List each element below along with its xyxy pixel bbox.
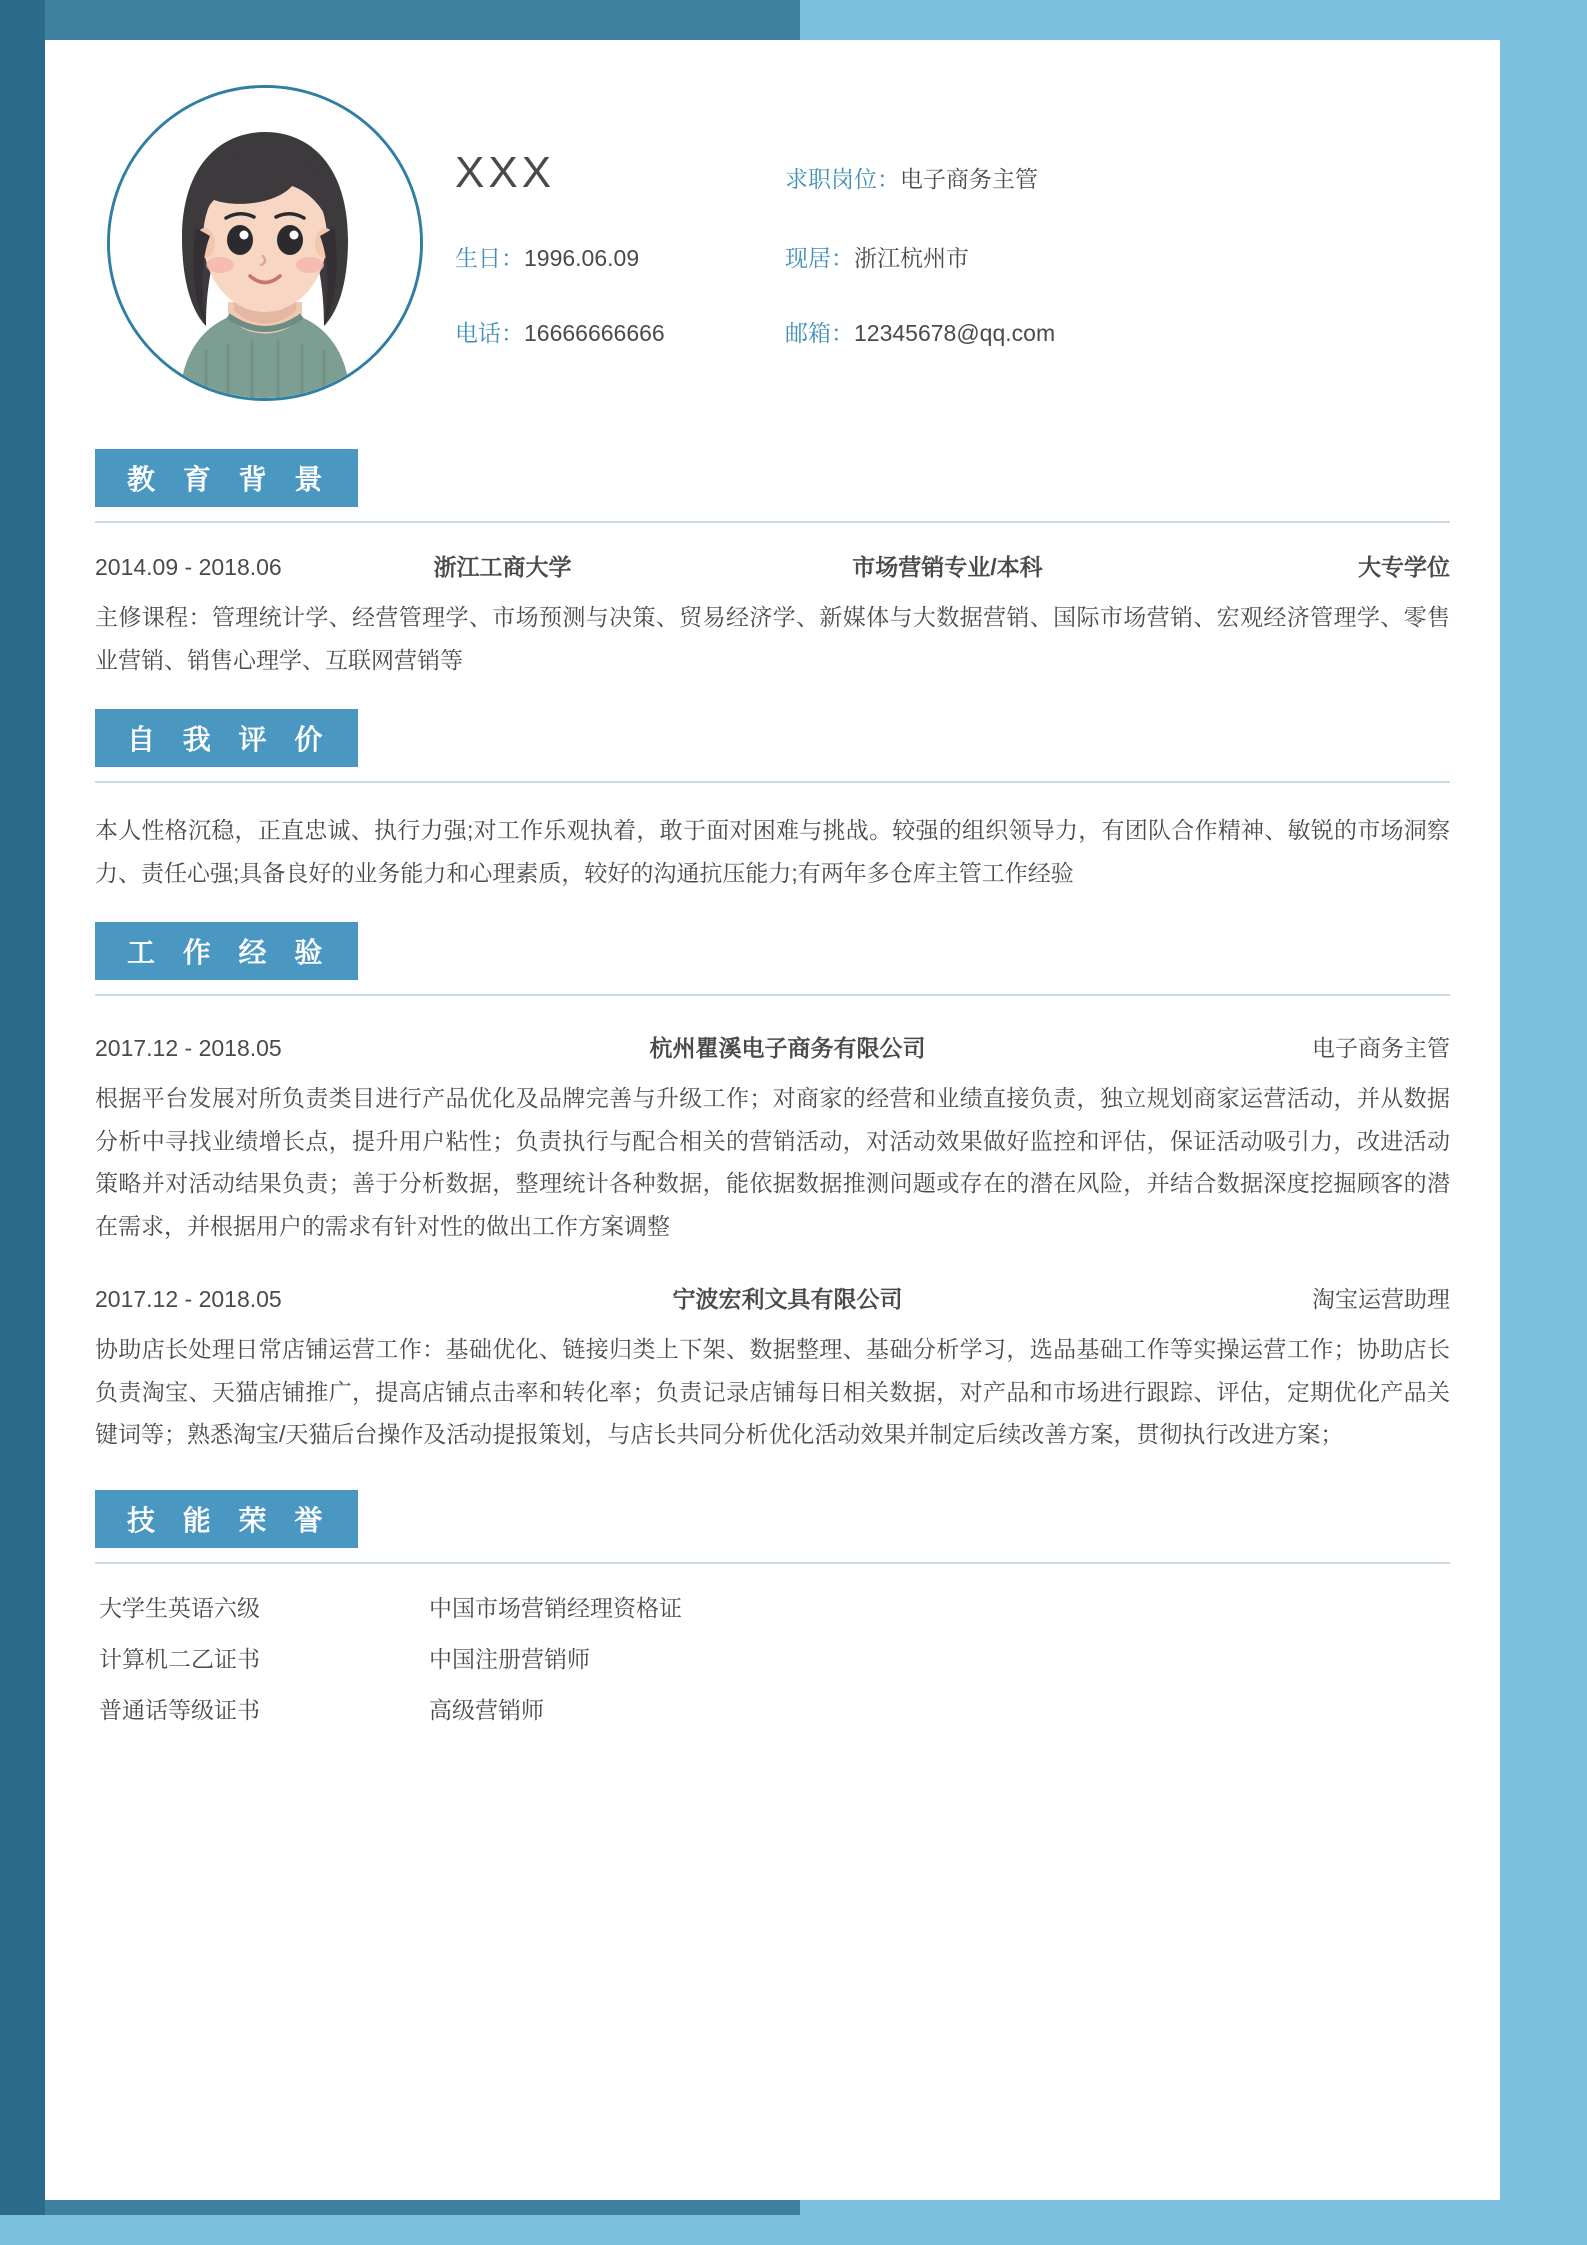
section-title-self-evaluation: 自 我 评 价 [95, 709, 358, 767]
work-description: 根据平台发展对所负责类目进行产品优化及品牌完善与升级工作；对商家的经营和业绩直接负责，独立规划商家运营活动，并从数据分析中寻找业绩增长点，提升用户粘性；负责执行与配合相关的营销活动，对活动效果做好监控和评估，保证活动吸引力，改进活动策略并对活动结果负责；善于分析数据，整理统计各种数据，能依据数据推测问题或存在的潜在风险，并结合数据深度挖掘顾客的潜在需求，并根据用户的需求有针对性的做出工作方案调整 [95, 1085, 1450, 1239]
divider-work [95, 994, 1450, 996]
divider-education [95, 521, 1450, 523]
email-label: 邮箱： [785, 320, 854, 346]
work-date: 2017.12 - 2018.05 [95, 1035, 282, 1062]
work-job-title: 淘宝运营助理 [1312, 1286, 1450, 1313]
work-company: 宁波宏利文具有限公司 [672, 1286, 903, 1313]
education-courses: 主修课程：管理统计学、经营管理学、市场预测与决策、贸易经济学、新媒体与大数据营销、国际市场营销、宏观经济管理学、零售业营销、销售心理学、互联网营销等 [95, 604, 1450, 673]
section-title-skills: 技 能 荣 誉 [95, 1490, 358, 1548]
resume-page [45, 40, 1500, 2200]
divider-self-evaluation [95, 781, 1450, 783]
education-school: 浙江工商大学 [433, 554, 572, 580]
birth-value: 1996.06.09 [524, 245, 640, 271]
education-entry-row [95, 549, 1450, 582]
education-date: 2014.09 - 2018.06 [95, 554, 282, 580]
section-title-work: 工 作 经 验 [95, 922, 358, 980]
education-major: 市场营销专业/本科 [852, 554, 1043, 580]
section-body-self-evaluation [45, 809, 1500, 894]
header-info [435, 138, 1450, 348]
section-header-education [95, 449, 1500, 507]
skills-row [95, 1641, 1450, 1674]
skill-right: 中国市场营销经理资格证 [429, 1595, 682, 1622]
section-body-education [45, 549, 1500, 681]
work-job-title: 电子商务主管 [1312, 1035, 1450, 1062]
avatar-container [95, 85, 435, 401]
header-row-phone-email [455, 315, 1450, 348]
self-evaluation-text: 本人性格沉稳，正直忠诚、执行力强;对工作乐观执着，敢于面对困难与挑战。较强的组织领导力，有团队合作精神、敏锐的市场洞察力、责任心强;具备良好的业务能力和心理素质，较好的沟通抗压能力;有两年多仓库主管工作经验 [95, 817, 1450, 886]
skill-right: 高级营销师 [429, 1697, 544, 1724]
skills-row [95, 1692, 1450, 1725]
avatar [107, 85, 423, 401]
work-date: 2017.12 - 2018.05 [95, 1286, 282, 1313]
header-row-name [455, 148, 1450, 198]
birth-label: 生日： [455, 245, 524, 271]
section-body-work [45, 1030, 1500, 1456]
education-degree: 大专学位 [1358, 554, 1450, 580]
skill-left: 大学生英语六级 [99, 1595, 260, 1622]
background-band-bottom [0, 2215, 1587, 2245]
email-value: 12345678@qq.com [854, 320, 1056, 346]
phone-value: 16666666666 [524, 320, 665, 346]
avatar-illustration-icon [110, 88, 420, 398]
work-description: 协助店长处理日常店铺运营工作：基础优化、链接归类上下架、数据整理、基础分析学习，选品基础工作等实操运营工作；协助店长负责淘宝、天猫店铺推广，提高店铺点击率和转化率；负责记录店铺每日相关数据，对产品和市场进行跟踪、评估，定期优化产品关键词等；熟悉淘宝/天猫后台操作及活动提报策划，与店长共同分析优化活动效果并制定后续改善方案，贯彻执行改进方案； [95, 1336, 1450, 1448]
position-value: 电子商务主管 [900, 166, 1038, 192]
position-label: 求职岗位： [785, 166, 900, 192]
section-title-education: 教 育 背 景 [95, 449, 358, 507]
section-header-skills [95, 1490, 1500, 1548]
header-row-birth-city [455, 240, 1450, 273]
skill-right: 中国注册营销师 [429, 1646, 590, 1673]
resume-header [45, 40, 1500, 421]
phone-label: 电话： [455, 320, 524, 346]
work-entry-row [95, 1030, 1450, 1063]
skills-table [95, 1590, 1450, 1725]
city-value: 浙江杭州市 [854, 245, 969, 271]
skill-left: 计算机二乙证书 [99, 1646, 260, 1673]
section-header-self-evaluation [95, 709, 1500, 767]
section-body-skills [45, 1590, 1500, 1725]
skill-left: 普通话等级证书 [99, 1697, 260, 1724]
divider-skills [95, 1562, 1450, 1564]
work-entry-row [95, 1281, 1450, 1314]
section-header-work [95, 922, 1500, 980]
work-company: 杭州瞿溪电子商务有限公司 [649, 1035, 926, 1062]
city-label: 现居： [785, 245, 854, 271]
candidate-name: XXX [455, 148, 556, 197]
skills-row [95, 1590, 1450, 1623]
background-band-left-dark [0, 0, 45, 2245]
